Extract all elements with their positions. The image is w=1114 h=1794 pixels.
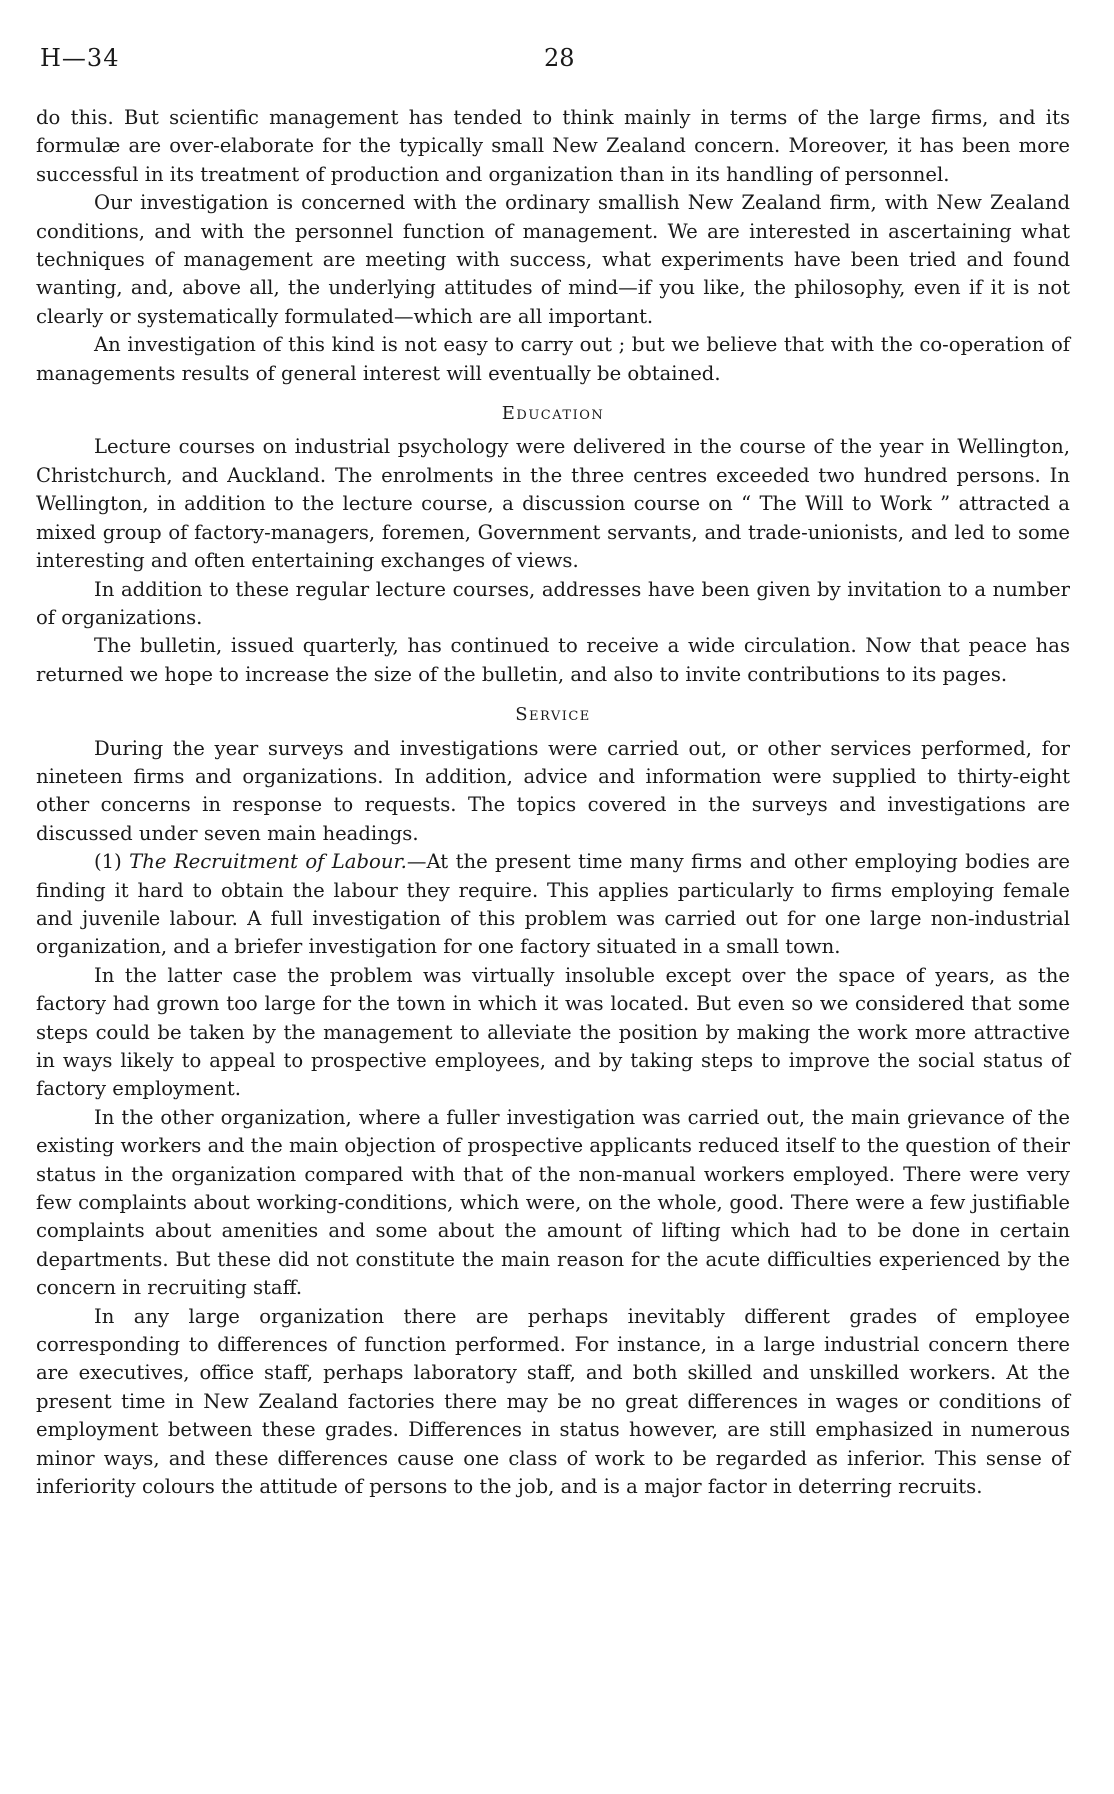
page-number: 28 bbox=[544, 44, 575, 72]
section-heading-education: Education bbox=[501, 403, 605, 425]
paragraph: Our investigation is concerned with the ordinary smallish New Zealand firm, with New Zealand conditions, and with the personnel function of management. We are interested in ascertaining what techniques of management are meeting with success, what experiments have been tried and found wanting, and, above all, the underlying attitudes of mind—if you like, the philosophy, even if it is not clearly or systematically formulated—which are all important. bbox=[36, 191, 1070, 328]
paragraph: The bulletin, issued quarterly, has continued to receive a wide circulation. Now that peace has returned we hope to increase the size of the bulletin, and also to invite contributions to its pages. bbox=[36, 634, 1070, 686]
item-title: The Recruitment of Labour. bbox=[129, 850, 407, 874]
document-body bbox=[36, 104, 1070, 1502]
item-number: (1) bbox=[94, 850, 122, 874]
item-text: —At the present time many firms and other employing bodies are finding it hard to obtain the labour they require. This applies particularly to firms employing female and juvenile labour. A full investigation of this problem was carried out for one large non-industrial organization, and a briefer investigation for one factory situated in a small town. bbox=[36, 850, 1071, 959]
document-page bbox=[36, 44, 1070, 1502]
paragraph: Lecture courses on industrial psychology were delivered in the course of the year in Wellington, Christchurch, and Auckland. The enrolments in the three centres exceeded two hundred persons. In Wellington, in addition to the lecture course, a discussion course on “ The Will to Work ” attracted a mixed group of factory-managers, foremen, Government servants, and trade-unionists, and led to some interesting and often entertaining exchanges of views. bbox=[36, 435, 1070, 573]
paragraph: In the latter case the problem was virtually insoluble except over the space of years, as the factory had grown too large for the town in which it was located. But even so we considered that some steps could be taken by the management to alleviate the position by making the work more attractive in ways likely to appeal to prospective employees, and by taking steps to improve the social status of factory employment. bbox=[36, 963, 1070, 1101]
list-item-recruitment bbox=[36, 848, 1070, 962]
section-heading-service: Service bbox=[515, 704, 591, 726]
paragraph: In the other organization, where a fuller investigation was carried out, the main grievance of the existing workers and the main objection of prospective applicants reduced itself to the question of their status in the organization compared with that of the non-manual workers employed. There were very few complaints about working-conditions, which were, on the whole, good. There were a few justifiable complaints about amenities and some about the amount of lifting which had to be done in certain departments. But these did not constitute the main reason for the acute difficulties experienced by the concern in recruiting staff. bbox=[36, 1105, 1070, 1300]
page-header bbox=[36, 44, 1070, 90]
document-reference: H—34 bbox=[40, 44, 120, 72]
paragraph: During the year surveys and investigations were carried out, or other services performed, for nineteen firms and organizations. In addition, advice and information were supplied to thirty-eight other concerns in response to requests. The topics covered in the surveys and investigations are discussed under seven main headings. bbox=[36, 736, 1070, 845]
paragraph: In addition to these regular lecture courses, addresses have been given by invitation to a number of organizations. bbox=[36, 577, 1070, 629]
paragraph: An investigation of this kind is not easy to carry out ; but we believe that with the co-operation of managements results of general interest will eventually be obtained. bbox=[36, 333, 1070, 385]
paragraph: In any large organization there are perhaps inevitably different grades of employee corresponding to differences of function performed. For instance, in a large industrial concern there are executives, office staff, perhaps laboratory staff, and both skilled and unskilled workers. At the present time in New Zealand factories there may be no great differences in wages or conditions of employment between these grades. Differences in status however, are still emphasized in numerous minor ways, and these differences cause one class of work to be regarded as inferior. This sense of inferiority colours the attitude of persons to the job, and is a major factor in deterring recruits. bbox=[36, 1304, 1070, 1499]
paragraph: do this. But scientific management has tended to think mainly in terms of the large firms, and its formulæ are over-elaborate for the typically small New Zealand concern. Moreover, it has been more successful in its treatment of production and organization than in its handling of personnel. bbox=[36, 106, 1070, 186]
